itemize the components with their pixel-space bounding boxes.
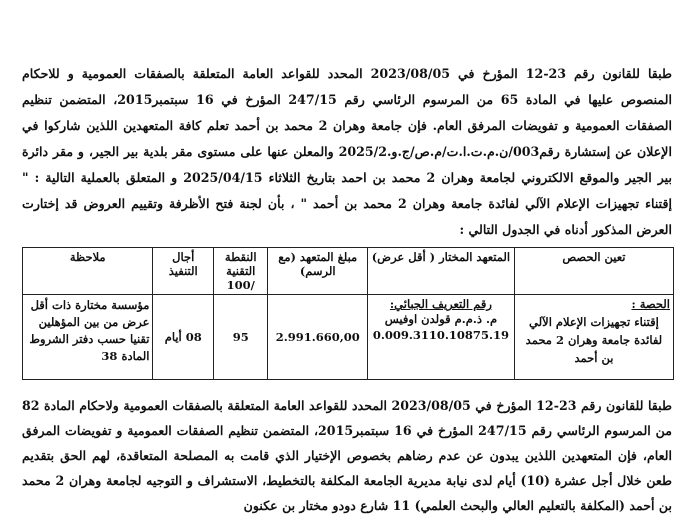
tax-id-value: 0.009.3110.10875.19 xyxy=(372,328,509,342)
header-bidder: المتعهد المختار ( أقل عرض) xyxy=(368,248,515,295)
award-notice-paragraph: طبقا للقانون رقم 23-12 المؤرخ في 2023/08/05 المحدد للقواعد العامة المتعلقة بالصفقات العمومية و للاحكام المنصوص عليها في المادة 65 من المرسوم الرئاسي رقم 247/15 المؤرخ في 16 سبتمبر2015، المتضمن تنظيم الصفقات العمومية و تفويضات المرفق العام. فإن جامعة وهران 2 محمد بن أحمد تعلم كافة المتعهدين اللذين شاركوا في الإعلان عن إستشارة رقم003/ن.م.ت.ا.ت/م.ص/ج.و.2025/2 والمعلن عنها على مستوى مقر بلدية بير الجير، و مقر دائرة بير الجير والموقع الالكتروني لجامعة وهران 2 محمد بن احمد بتاريخ الثلاثاء 2025/04/15 و المتعلق بالعملية التالية : " إقتناء تجهيزات الإعلام الآلي لفائدة جامعة وهران 2 محمد بن أحمد " ، بأن لجنة فتح الأظرفة وتقييم العروض قد إختارت العرض المذكور أدناه في الجدول التالي : xyxy=(22,65,672,237)
cell-technical-score: 95 xyxy=(214,295,268,380)
lot-description: إقتناء تجهيزات الإعلام الآلي لفائدة جامعة وهران 2 محمد بن أحمد xyxy=(525,315,663,365)
tax-id-label: رقم التعريف الجبائي: xyxy=(389,297,492,311)
cell-amount: 2.991.660,00 xyxy=(268,295,368,380)
cell-bidder xyxy=(368,295,515,380)
header-delay: أجال التنفيذ xyxy=(153,248,214,295)
header-amount: مبلغ المتعهد (مع الرسم) xyxy=(268,248,368,295)
table-header-row xyxy=(23,248,674,295)
lot-label: الحصة : xyxy=(631,297,670,311)
header-lot: تعين الحصص xyxy=(514,248,673,295)
header-technical-score: النقطة التقنية /100 xyxy=(214,248,268,295)
bidder-name: م. ذ.م.م قولدن اوفيس xyxy=(384,312,498,326)
appeal-paragraph: طبقا للقانون رقم 23-12 المؤرخ في 2023/08/05 المحدد للقواعد العامة المتعلقة بالصفقات العمومية ولاحكام المادة 82 من المرسوم الرئاسي رقم 247/15 المؤرخ في 16 سبتمبر2015، المتضمن تنظيم الصفقات العمومية و تفويضات المرفق العام، فإن المتعهدين اللذين يبدون عن عدم رضاهم بخصوص الإختيار الذي قامت به المصلحة المتعاقدة، لهم الحق بتقديم طعن خلال أجل عشرة (10) أيام لدى نيابة مديرية الجامعة المكلفة بالتخطيط، الاستشراف و التوجيه لجامعة وهران 2 محمد بن أحمد (المكلفة بالتعليم العالي والبحث العلمي) 11 شارع دودو مختار بن عكنون xyxy=(22,397,673,513)
cell-lot xyxy=(514,295,673,380)
header-note: ملاحظة xyxy=(23,248,153,295)
table-row xyxy=(23,295,674,380)
cell-delay: 08 أيام xyxy=(153,295,214,380)
cell-note: مؤسسة مختارة ذات أقل عرض من بين المؤهلين تقنيا حسب دفتر الشروط المادة 38 xyxy=(23,295,153,380)
award-table xyxy=(22,247,674,380)
